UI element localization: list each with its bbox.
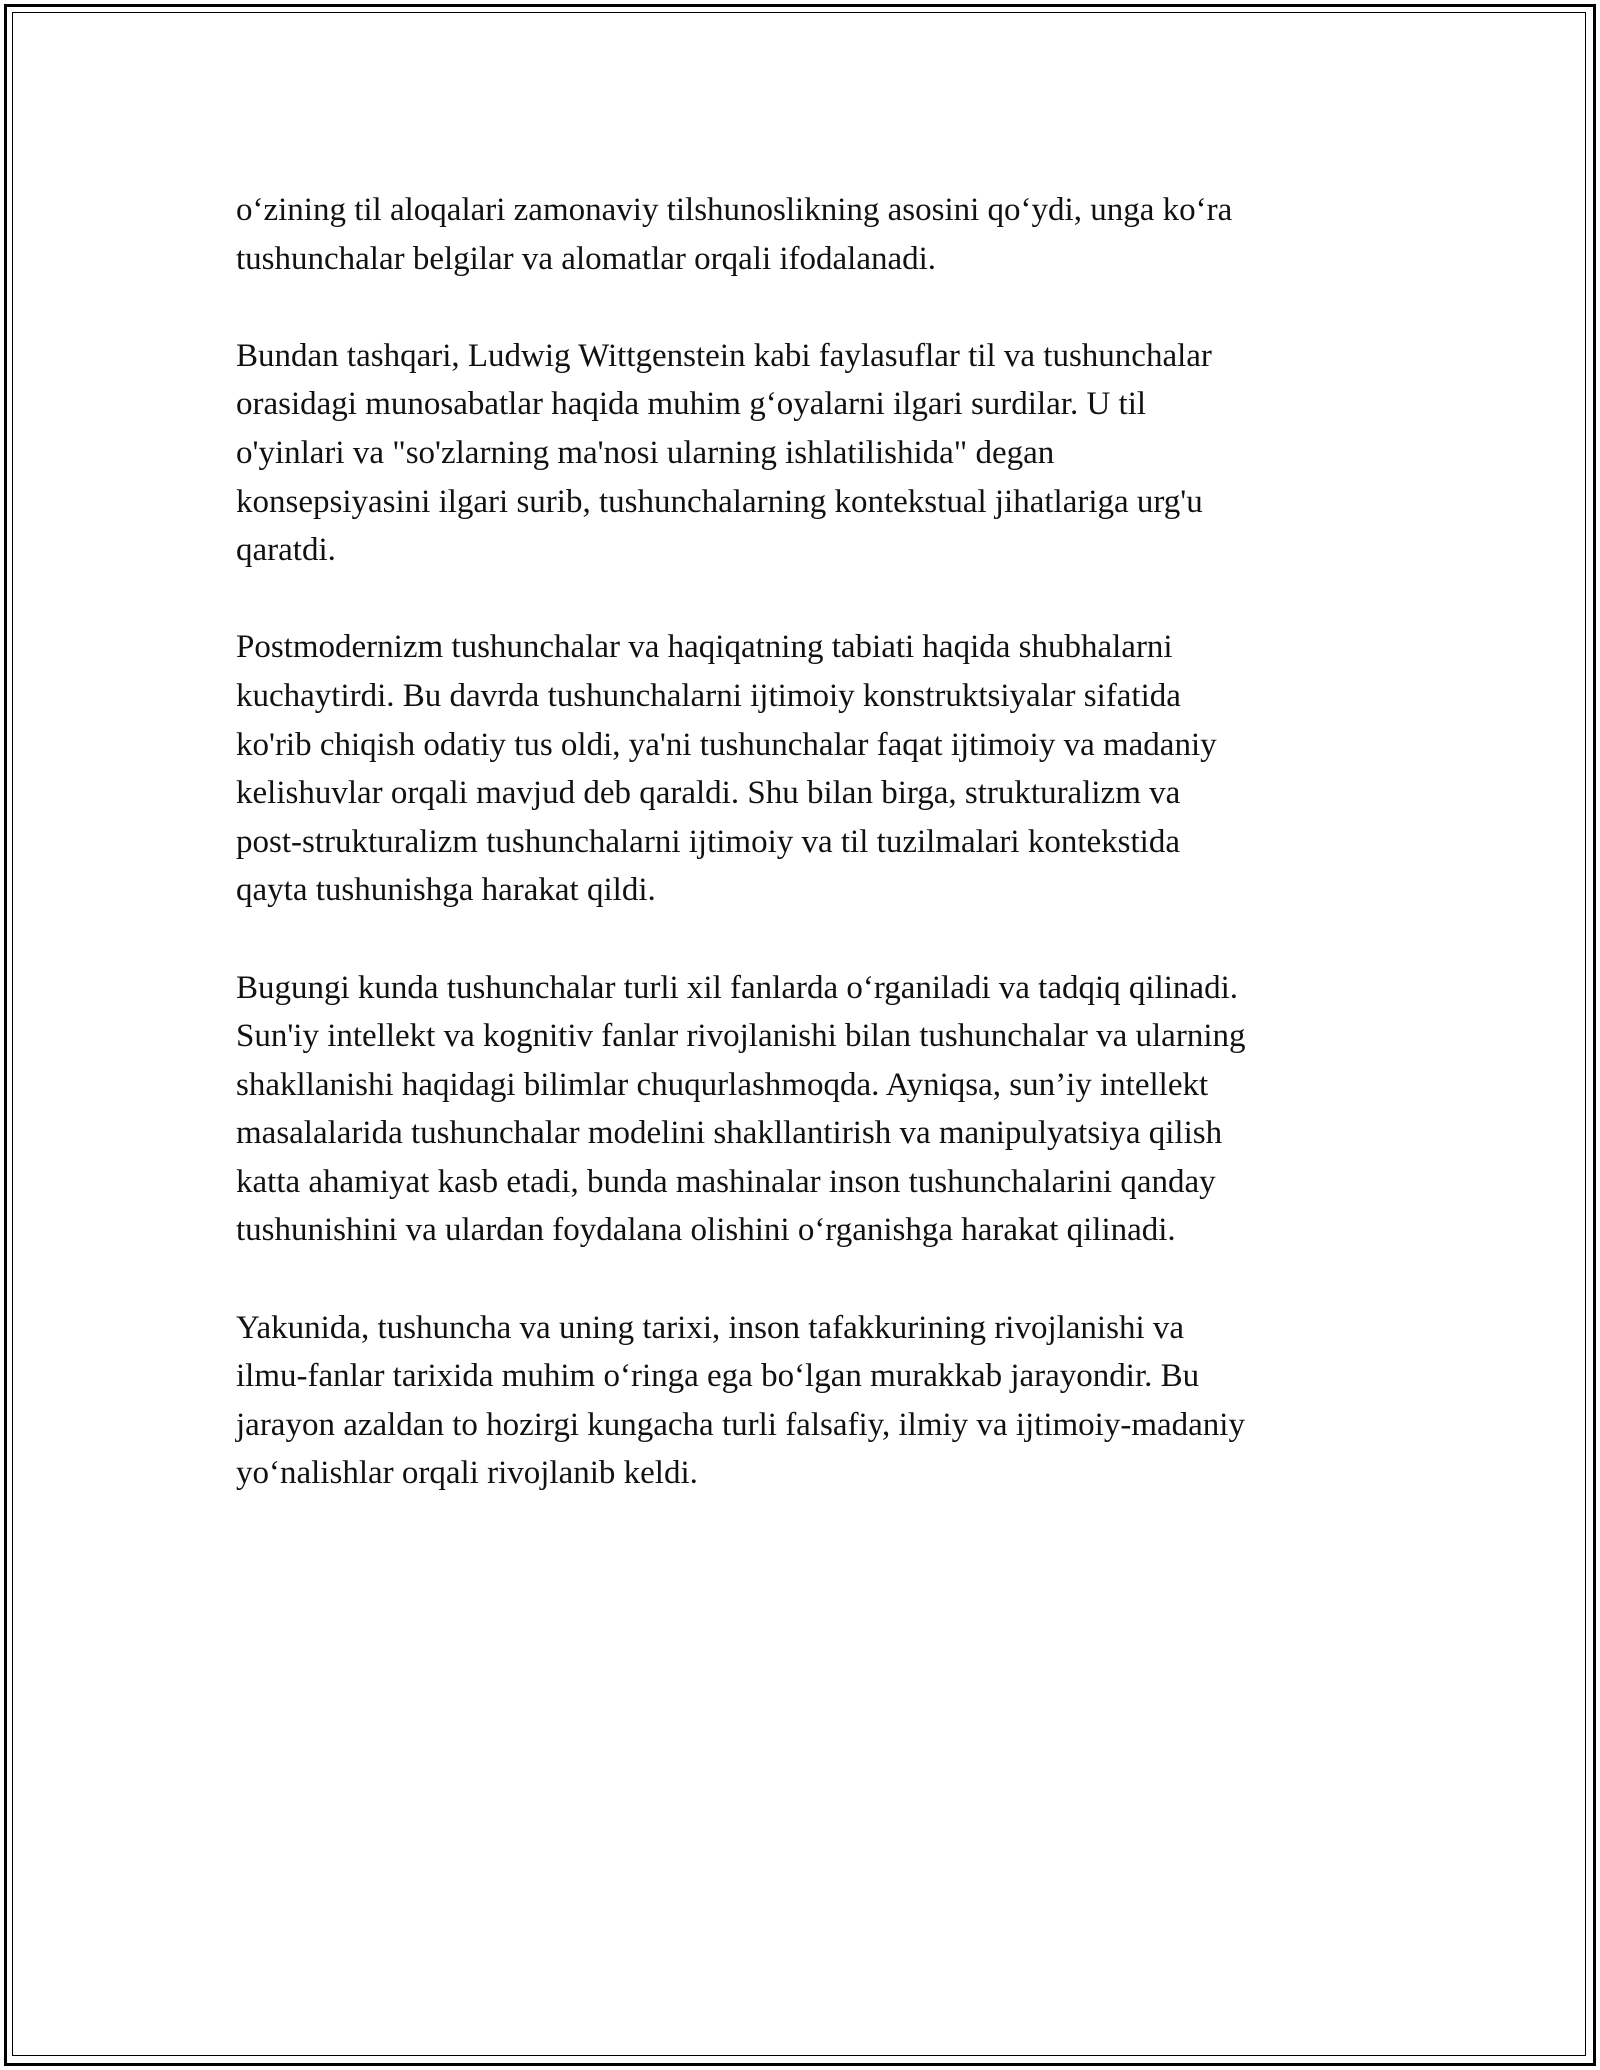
text-line: kelishuvlar orqali mavjud deb qaraldi. Shu bilan birga, strukturalizm va xyxy=(236,775,1181,812)
text-line: shakllanishi haqidagi bilimlar chuqurlashmoqda. Ayniqsa, sun’iy intellekt xyxy=(236,1066,1209,1103)
text-line: Sun'iy intellekt va kognitiv fanlar rivojlanishi bilan tushunchalar va ularning xyxy=(236,1018,1246,1055)
text-line: Yakunida, tushuncha va uning tarixi, inson tafakkurining rivojlanishi va xyxy=(236,1309,1185,1346)
text-line: kuchaytirdi. Bu davrda tushunchalarni ijtimoiy konstruktsiyalar sifatida xyxy=(236,677,1181,714)
text-line: o‘zining til aloqalari zamonaviy tilshunoslikning asosini qo‘ydi, unga ko‘ra xyxy=(236,192,1233,228)
text-line: Postmodernizm tushunchalar va haqiqatning tabiati haqida shubhalarni xyxy=(236,629,1173,666)
text-line: katta ahamiyat kasb etadi, bunda mashinalar inson tushunchalarini qanday xyxy=(236,1163,1216,1200)
text-line: orasidagi munosabatlar haqida muhim g‘oyalarni ilgari surdilar. U til xyxy=(236,386,1147,423)
paragraph-2 xyxy=(236,332,1386,575)
text-line: qaratdi. xyxy=(236,532,336,569)
text-line: Bugungi kunda tushunchalar turli xil fanlarda o‘rganiladi va tadqiq qilinadi. xyxy=(236,969,1238,1006)
text-line: o'yinlari va "so'zlarning ma'nosi ularning ishlatilishida" degan xyxy=(236,434,1055,471)
text-line: tushunchalar belgilar va alomatlar orqali ifodalanadi. xyxy=(236,240,937,277)
text-line: konsepsiyasini ilgari surib, tushunchalarning kontekstual jihatlariga urg'u xyxy=(236,483,1203,520)
text-line: yo‘nalishlar orqali rivojlanib keldi. xyxy=(236,1455,698,1492)
text-line: masalalarida tushunchalar modelini shakllantirish va manipulyatsiya qilish xyxy=(236,1115,1223,1152)
text-line: post-strukturalizm tushunchalarni ijtimoiy va til tuzilmalari kontekstida xyxy=(236,823,1180,860)
text-line: Bundan tashqari, Ludwig Wittgenstein kabi faylasuflar til va tushunchalar xyxy=(236,337,1212,374)
text-line: ilmu-fanlar tarixida muhim o‘ringa ega bo‘lgan murakkab jarayondir. Bu xyxy=(236,1358,1200,1395)
text-line: jarayon azaldan to hozirgi kungacha turli falsafiy, ilmiy va ijtimoiy-madaniy xyxy=(236,1406,1245,1443)
paragraph-4 xyxy=(236,964,1386,1256)
text-line: tushunishini va ulardan foydalana olishini o‘rganishga harakat qilinadi. xyxy=(236,1212,1176,1249)
paragraph-5 xyxy=(236,1304,1386,1498)
paragraph-1 xyxy=(236,186,1386,283)
text-line: ko'rib chiqish odatiy tus oldi, ya'ni tushunchalar faqat ijtimoiy va madaniy xyxy=(236,726,1217,763)
document-body xyxy=(236,186,1386,1547)
text-line: qayta tushunishga harakat qildi. xyxy=(236,872,656,909)
paragraph-3 xyxy=(236,623,1386,915)
